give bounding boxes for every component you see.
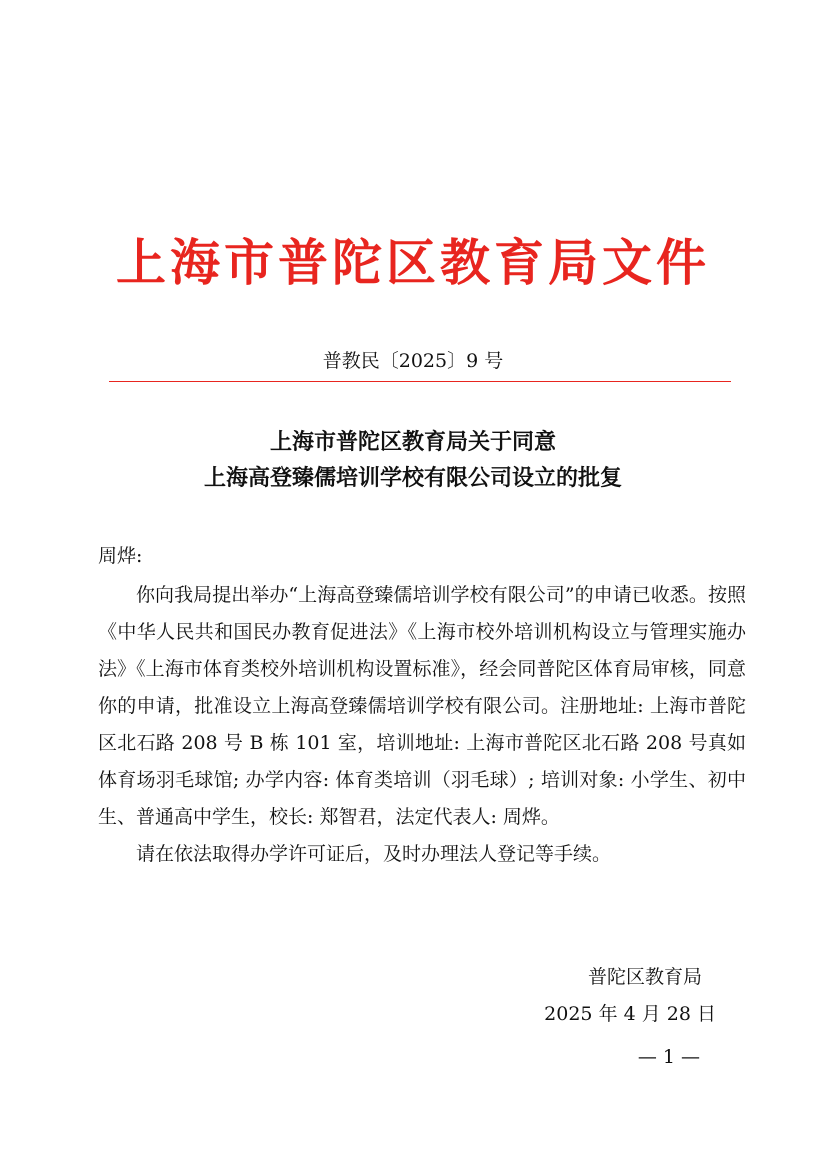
- salutation: 周烨:: [98, 545, 143, 567]
- document-title: [0, 424, 826, 496]
- document-header-title: 上海市普陀区教育局文件: [116, 233, 710, 292]
- header-divider: [109, 381, 731, 382]
- document-title-line-1: 上海市普陀区教育局关于同意: [269, 429, 556, 455]
- signature-organization: 普陀区教育局: [587, 966, 702, 988]
- body-paragraph-2: 请在依法取得办学许可证后，及时办理法人登记等手续。: [136, 843, 612, 865]
- page-number: — 1 —: [637, 1046, 700, 1068]
- document-title-line-2: 上海高登臻儒培训学校有限公司设立的批复: [203, 465, 622, 491]
- document-number: 普教民〔2025〕9 号: [322, 350, 504, 372]
- signature-date: 2025 年 4 月 28 日: [544, 1003, 716, 1025]
- body-paragraph-1: 你向我局提出举办“上海高登臻儒培训学校有限公司”的申请已收悉。按照《中华人民共和国民办教育促进法》《上海市校外培训机构设立与管理实施办法》《上海市体育类校外培训机构设置标准》，经会同普陀区体育局审核，同意你的申请，批准设立上海高登臻儒培训学校有限公司。注册地址: 上海市普陀区北石路 208 号 B 栋 101 室，培训地址: 上海市普陀区北石路 208 号真如体育场羽毛球馆; 办学内容: 体育类培训（羽毛球）; 培训对象: 小学生、初中生、普通高中学生，校长: 郑智君，法定代表人: 周烨。: [98, 584, 746, 828]
- document-body: [98, 577, 746, 873]
